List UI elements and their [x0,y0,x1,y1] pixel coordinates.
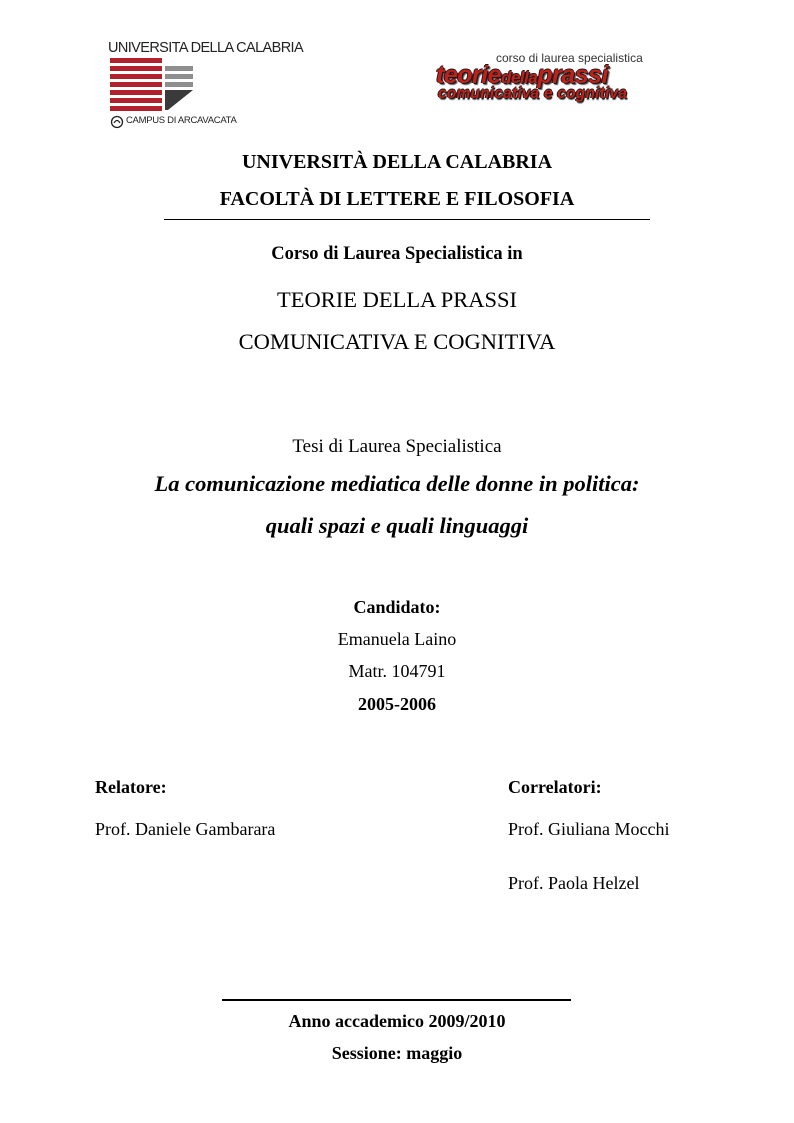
footer-divider [222,999,571,1001]
correlatore-name: Prof. Giuliana Mocchi [508,819,670,839]
campus-label: CAMPUS DI ARCAVACATA [126,115,237,126]
candidate-matricola: Matr. 104791 [348,661,446,681]
session: Sessione: maggio [331,1043,463,1063]
correlatore-name: Prof. Paola Helzel [508,873,640,893]
correlatori-label: Correlatori: [508,777,602,797]
candidate-label: Candidato: [353,597,441,617]
course-name-line1: TEORIE DELLA PRASSI [276,287,517,312]
course-logo-caption: corso di laurea specialistica [496,51,643,65]
campus-icon [110,115,124,129]
course-intro: Corso di Laurea Specialistica in [271,244,523,264]
university-title: UNIVERSITÀ DELLA CALABRIA [241,151,553,173]
relatore-label: Relatore: [95,777,167,797]
university-logo-emblem-icon [108,58,198,114]
course-name-line2: COMUNICATIVA E COGNITIVA [238,329,556,354]
candidate-name: Emanuela Laino [337,629,457,649]
header-divider [164,219,650,220]
course-logo [430,48,665,108]
course-logo-subtitle: comunicativa e cognitiva [438,85,628,102]
university-logo [108,40,318,132]
course-logo-word-prassi: prassi [537,61,609,89]
course-logo-word-teorie: teorie [436,61,502,89]
university-logo-name: UNIVERSITA DELLA CALABRIA [108,40,304,56]
course-logo-word-della: della [501,68,538,87]
candidate-years: 2005-2006 [358,694,436,714]
thesis-title-line1: La comunicazione mediatica delle donne in politica: [154,471,640,496]
thesis-type: Tesi di Laurea Specialistica [292,436,502,457]
academic-year: Anno accademico 2009/2010 [288,1011,506,1031]
thesis-title-line2: quali spazi e quali linguaggi [265,513,529,538]
relatore-name: Prof. Daniele Gambarara [95,819,276,839]
faculty-title: FACOLTÀ DI LETTERE E FILOSOFIA [219,188,575,210]
